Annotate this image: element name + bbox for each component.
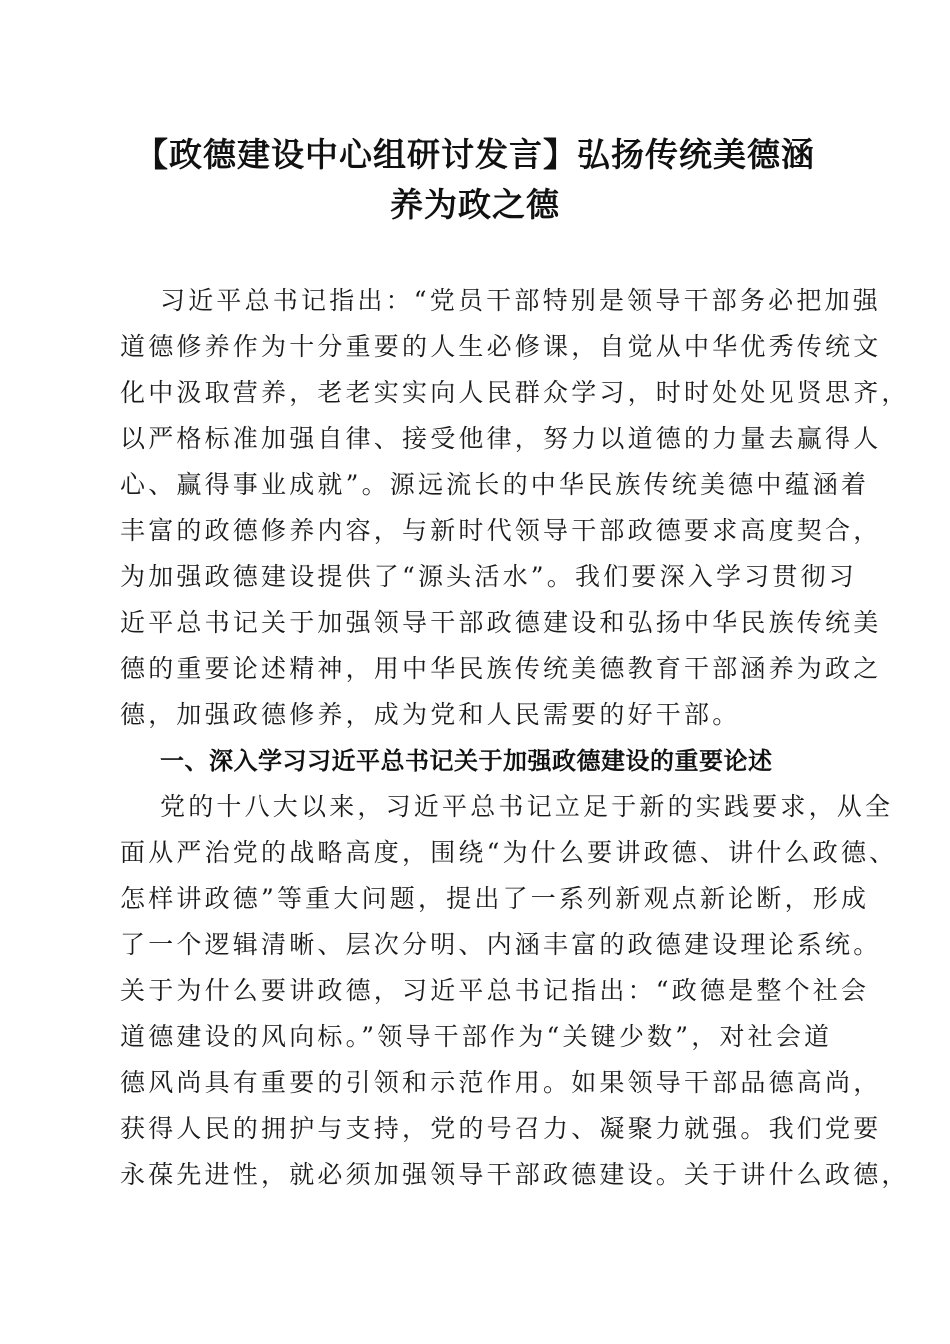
text-line: 党的十八大以来，习近平总书记立足于新的实践要求，从全 [160, 792, 894, 821]
title-line: 【政德建设中心组研讨发言】弘扬传统美德涵 [135, 135, 815, 174]
text-line: 关于为什么要讲政德，习近平总书记指出：“政德是整个社会 [120, 976, 870, 1005]
title-line: 养为政之德 [390, 185, 560, 224]
document-body [120, 278, 910, 1198]
text-line: 怎样讲政德”等重大问题，提出了一系列新观点新论断，形成 [120, 884, 870, 913]
text-line: 化中汲取营养，老老实实向人民群众学习，时时处处见贤思齐， [120, 378, 910, 407]
text-line: 心、赢得事业成就”。源远流长的中华民族传统美德中蕴涵着 [120, 470, 870, 499]
paragraph-intro [120, 278, 910, 738]
text-line: 以严格标准加强自律、接受他律，努力以道德的力量去赢得人 [120, 424, 882, 453]
text-line: 道德建设的风向标。”领导干部作为“关键少数”，对社会道 [120, 1022, 833, 1051]
paragraph-section-1 [120, 784, 910, 1198]
text-line: 德的重要论述精神，用中华民族传统美德教育干部涵养为政之 [120, 654, 882, 683]
text-line: 面从严治党的战略高度，围绕“为什么要讲政德、讲什么政德、 [120, 838, 898, 867]
text-line: 丰富的政德修养内容，与新时代领导干部政德要求高度契合， [120, 516, 882, 545]
section-heading: 一、深入学习习近平总书记关于加强政德建设的重要论述 [160, 747, 773, 775]
text-line: 获得人民的拥护与支持，党的号召力、凝聚力就强。我们党要 [120, 1114, 882, 1143]
text-line: 了一个逻辑清晰、层次分明、内涵丰富的政德建设理论系统。 [120, 930, 882, 959]
text-line: 道德修养作为十分重要的人生必修课，自觉从中华优秀传统文 [120, 332, 882, 361]
text-line: 近平总书记关于加强领导干部政德建设和弘扬中华民族传统美 [120, 608, 882, 637]
text-line: 为加强政德建设提供了“源头活水”。我们要深入学习贯彻习 [120, 562, 857, 591]
text-line: 永葆先进性，就必须加强领导干部政德建设。关于讲什么政德， [120, 1160, 910, 1189]
document-title [110, 130, 840, 230]
text-line: 德风尚具有重要的引领和示范作用。如果领导干部品德高尚， [120, 1068, 882, 1097]
text-line: 习近平总书记指出：“党员干部特别是领导干部务必把加强 [160, 286, 881, 315]
text-line: 德，加强政德修养，成为党和人民需要的好干部。 [120, 700, 741, 729]
